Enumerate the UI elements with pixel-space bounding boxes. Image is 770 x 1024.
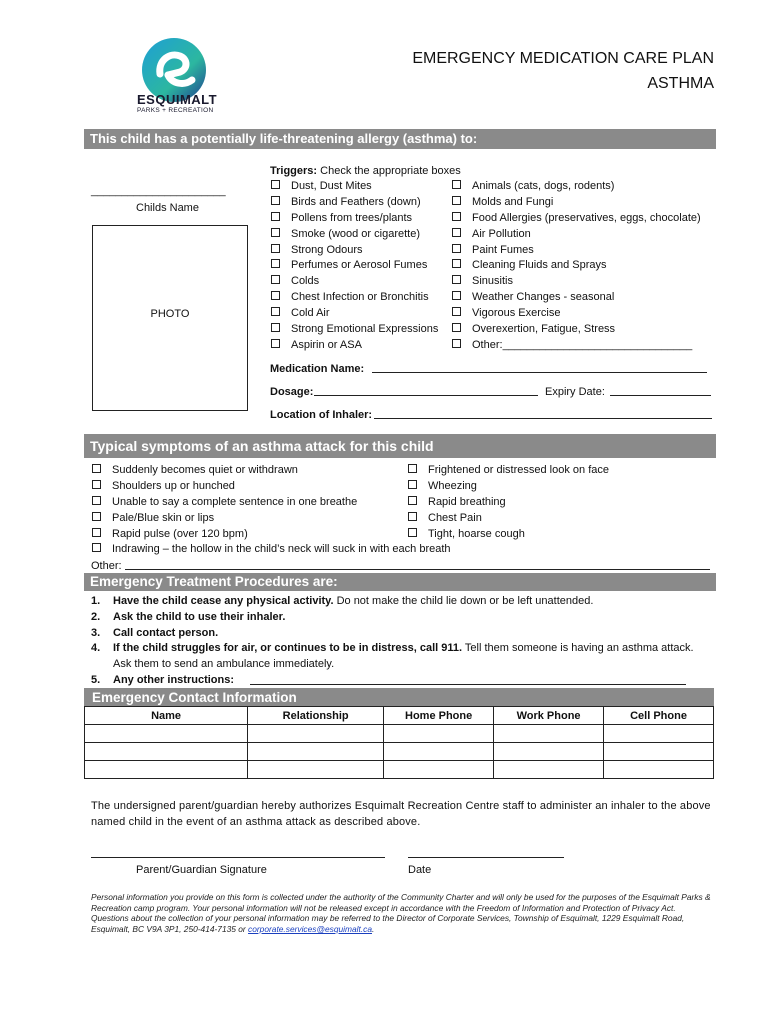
checkbox[interactable] [408, 464, 417, 473]
trigger-item[interactable]: Aspirin or ASA [271, 338, 438, 354]
trigger-item[interactable]: Chest Infection or Bronchitis [271, 290, 438, 306]
trigger-item[interactable]: Molds and Fungi [452, 195, 701, 211]
dosage-label: Dosage: [270, 386, 314, 398]
checkbox[interactable] [271, 180, 280, 189]
symptom-item[interactable]: Unable to say a complete sentence in one breathe [92, 495, 451, 511]
page-title: EMERGENCY MEDICATION CARE PLAN [412, 50, 714, 67]
table-cell[interactable] [248, 743, 384, 761]
trigger-item[interactable]: Food Allergies (preservatives, eggs, chocolate) [452, 211, 701, 227]
triggers-heading [270, 163, 461, 179]
trigger-item[interactable]: Smoke (wood or cigarette) [271, 227, 438, 243]
dosage-field[interactable] [270, 384, 313, 400]
privacy-notice-end: . [372, 923, 375, 934]
table-row [85, 761, 714, 779]
table-cell[interactable] [494, 761, 604, 779]
medication-name-field[interactable] [270, 361, 364, 377]
privacy-notice [91, 892, 711, 934]
table-cell[interactable] [604, 725, 714, 743]
dosage-line[interactable] [314, 395, 538, 396]
contacts-section-heading: Emergency Contact Information [84, 688, 714, 707]
trigger-item[interactable]: Cleaning Fluids and Sprays [452, 258, 701, 274]
photo-box[interactable] [92, 225, 248, 411]
trigger-item[interactable]: Dust, Dust Mites [271, 179, 438, 195]
table-cell[interactable] [85, 743, 248, 761]
logo-subtitle: PARKS + RECREATION [137, 107, 214, 114]
checkbox[interactable] [271, 323, 280, 332]
symptoms-other-label: Other: [91, 560, 122, 572]
symptom-item[interactable]: Tight, hoarse cough [408, 527, 609, 543]
triggers-left-list [271, 179, 438, 354]
column-header: Work Phone [494, 707, 604, 725]
column-header: Name [85, 707, 248, 725]
treatment-steps [91, 593, 721, 688]
treatment-step: 5. Any other instructions: [91, 673, 235, 686]
checkbox[interactable] [271, 339, 280, 348]
checkbox[interactable] [92, 480, 101, 489]
signature-label: Parent/Guardian Signature [136, 864, 267, 876]
triggers-label: Triggers: [270, 165, 318, 177]
trigger-item[interactable]: Other:_______________________________ [452, 338, 701, 354]
treatment-step: 3. Call contact person. [91, 626, 219, 639]
trigger-item[interactable]: Strong Odours [271, 243, 438, 259]
date-label: Date [408, 864, 432, 876]
table-cell[interactable] [494, 725, 604, 743]
triggers-right-list [452, 179, 701, 354]
table-cell[interactable] [384, 743, 494, 761]
checkbox[interactable] [452, 275, 461, 284]
trigger-item[interactable]: Cold Air [271, 306, 438, 322]
authorization-text: The undersigned parent/guardian hereby authorizes Esquimalt Recreation Centre staff to administer an inhaler to the above named child in the event of an asthma attack as described above. [91, 800, 711, 828]
checkbox[interactable] [452, 212, 461, 221]
table-cell[interactable] [248, 725, 384, 743]
symptom-item[interactable]: Chest Pain [408, 511, 609, 527]
checkbox[interactable] [271, 291, 280, 300]
checkbox[interactable] [408, 512, 417, 521]
allergy-section-heading: This child has a potentially life-threatening allergy (asthma) to: [84, 129, 716, 149]
column-header: Relationship [248, 707, 384, 725]
checkbox[interactable] [92, 528, 101, 537]
inhaler-location-label: Location of Inhaler: [270, 409, 373, 421]
trigger-item[interactable]: Strong Emotional Expressions [271, 322, 438, 338]
checkbox[interactable] [271, 259, 280, 268]
table-cell[interactable] [604, 761, 714, 779]
photo-label: PHOTO [150, 308, 190, 320]
checkbox[interactable] [271, 212, 280, 221]
symptoms-other-line[interactable] [125, 569, 710, 570]
column-header: Cell Phone [604, 707, 714, 725]
trigger-item[interactable]: Paint Fumes [452, 243, 701, 259]
checkbox[interactable] [452, 259, 461, 268]
checkbox[interactable] [452, 291, 461, 300]
symptom-item[interactable]: Rapid pulse (over 120 bpm) [92, 527, 451, 543]
treatment-step: 1. Have the child cease any physical activity. Do not make the child lie down or be left unattended. [91, 595, 594, 607]
checkbox[interactable] [452, 180, 461, 189]
checkbox[interactable] [92, 496, 101, 505]
treatment-step: 4. If the child struggles for air, or continues to be in distress, call 911. Tell them someone is having an asthma attack. [91, 642, 694, 655]
checkbox[interactable] [452, 323, 461, 332]
checkbox[interactable] [92, 543, 101, 552]
checkbox[interactable] [92, 464, 101, 473]
checkbox[interactable] [408, 528, 417, 537]
other-instructions-line[interactable] [250, 684, 686, 685]
table-cell[interactable] [494, 743, 604, 761]
child-name-label: Childs Name [136, 202, 199, 214]
inhaler-location-line[interactable] [374, 418, 712, 419]
checkbox[interactable] [452, 339, 461, 348]
symptoms-section-heading: Typical symptoms of an asthma attack for this child [84, 434, 716, 458]
medication-name-line[interactable] [372, 372, 707, 373]
trigger-item[interactable]: Weather Changes - seasonal [452, 290, 701, 306]
symptom-item[interactable]: Pale/Blue skin or lips [92, 511, 451, 527]
child-name-line[interactable]: ______________________ [91, 185, 226, 197]
table-cell[interactable] [604, 743, 714, 761]
page-subtitle: ASTHMA [647, 75, 714, 92]
symptom-item[interactable]: Shoulders up or hunched [92, 479, 451, 495]
contacts-table [84, 706, 714, 779]
medication-name-label: Medication Name: [270, 363, 365, 375]
symptom-item[interactable]: Rapid breathing [408, 495, 609, 511]
checkbox[interactable] [271, 307, 280, 316]
logo-name: ESQUIMALT [137, 92, 218, 107]
trigger-item[interactable]: Colds [271, 274, 438, 290]
checkbox[interactable] [408, 480, 417, 489]
symptom-item[interactable]: Frightened or distressed look on face [408, 463, 609, 479]
expiry-date-label: Expiry Date: [545, 386, 605, 398]
checkbox[interactable] [92, 512, 101, 521]
symptoms-right-list [408, 463, 609, 542]
trigger-item[interactable]: Animals (cats, dogs, rodents) [452, 179, 701, 195]
table-cell[interactable] [248, 761, 384, 779]
table-cell[interactable] [85, 725, 248, 743]
table-row [85, 725, 714, 743]
checkbox[interactable] [271, 275, 280, 284]
column-header: Home Phone [384, 707, 494, 725]
checkbox[interactable] [452, 228, 461, 237]
checkbox[interactable] [452, 196, 461, 205]
table-header-row [85, 707, 714, 725]
privacy-notice-text: Personal information you provide on this form is collected under the authority of the Community Charter and will only be used for the purposes of the Esquimalt Parks & Recreation camp program. Your personal information will not be released except in accordance with the Freedom of Information and Protection of Privacy Act. Questions about the collection of your personal information may be referred to the Director of Corporate Services, Township of Esquimalt, 1229 Esquimalt Road, Esquimalt, BC V9A 3P1, 250-414-7135 or [91, 892, 711, 934]
trigger-item[interactable]: Vigorous Exercise [452, 306, 701, 322]
inhaler-location-field[interactable] [270, 407, 372, 423]
triggers-hint: Check the appropriate boxes [320, 165, 461, 177]
checkbox[interactable] [452, 244, 461, 253]
symptom-item[interactable]: Indrawing – the hollow in the child’s neck will suck in with each breath [92, 542, 451, 558]
trigger-item[interactable]: Air Pollution [452, 227, 701, 243]
symptom-item[interactable]: Suddenly becomes quiet or withdrawn [92, 463, 451, 479]
table-cell[interactable] [384, 761, 494, 779]
checkbox[interactable] [271, 196, 280, 205]
date-line[interactable] [408, 857, 564, 858]
trigger-item[interactable]: Perfumes or Aerosol Fumes [271, 258, 438, 274]
table-cell[interactable] [85, 761, 248, 779]
table-cell[interactable] [384, 725, 494, 743]
signature-line[interactable] [91, 857, 385, 858]
checkbox[interactable] [452, 307, 461, 316]
trigger-item[interactable]: Sinusitis [452, 274, 701, 290]
symptom-item[interactable]: Wheezing [408, 479, 609, 495]
table-row [85, 743, 714, 761]
treatment-step: 2. Ask the child to use their inhaler. [91, 610, 286, 623]
checkbox[interactable] [271, 244, 280, 253]
expiry-date-line[interactable] [610, 395, 711, 396]
trigger-item[interactable]: Overexertion, Fatigue, Stress [452, 322, 701, 338]
checkbox[interactable] [271, 228, 280, 237]
checkbox[interactable] [408, 496, 417, 505]
symptoms-left-list [92, 463, 451, 558]
trigger-item[interactable]: Birds and Feathers (down) [271, 195, 438, 211]
trigger-item[interactable]: Pollens from trees/plants [271, 211, 438, 227]
treatment-step: Ask them to send an ambulance immediately. [113, 658, 335, 671]
treatment-section-heading: Emergency Treatment Procedures are: [84, 573, 716, 591]
corporate-services-email-link[interactable]: corporate.services@esquimalt.ca [248, 923, 372, 934]
